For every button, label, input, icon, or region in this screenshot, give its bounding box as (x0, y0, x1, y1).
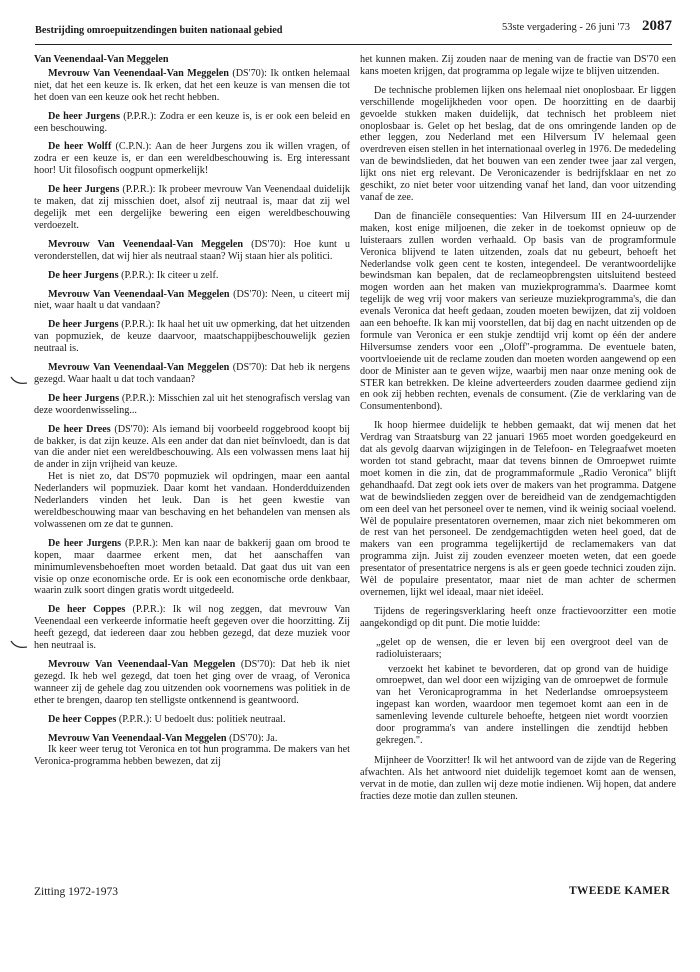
left-column (34, 54, 350, 775)
page-number: 2087 (642, 18, 672, 34)
speaker-name: Mevrouw Van Veenendaal-Van Meggelen (48, 238, 244, 250)
speaker-name: De heer Wolff (48, 141, 112, 153)
speech-text: Ik wil nog zeggen, dat mevrouw Van Veenendaal een verkeerde informatie heeft gegeven over die hoorzitting. Zij heeft gezegd, dat iedereen daar zou hebben gezegd, dat deze muziek voor hen neutraal is. (34, 604, 351, 652)
speech-text: Men kan naar de bakkerij gaan om brood te kopen, maar daarmee erkent men, dat het aanschaffen van minimumlevensbehoeften moet worden betaald. Dat gaat dus uit van een visie op onze economische orde. Er is ook een economische orde denkbaar, waarin zulk soort dingen gratis wordt uitgedeeld. (34, 537, 351, 597)
margin-mark-icon (10, 640, 28, 650)
speaker-name: Mevrouw Van Veenendaal-Van Meggelen (48, 658, 236, 670)
speaker-name: Mevrouw Van Veenendaal-Van Meggelen (48, 288, 230, 300)
header-rule (35, 44, 672, 45)
paragraph: Het is niet zo, dat DS'70 popmuziek wil opdringen, maar een aantal Nederlanders wil popmuziek. Daar komt het vandaan. Honderdduizenden Nederlanders vinden het leuk. Dan is het geen kwestie van wereldbeschouwing maar van beschaving en het behandelen van mensen als volwassenen om ze dat te gunnen. (34, 471, 350, 530)
speech-text: Ik citeer u zelf. (156, 269, 219, 281)
speaker-party: (P.P.R.): (125, 537, 159, 549)
paragraph: Dan de financiële consequenties: Van Hilversum III en 24-uurzender maken, kost enige miljoenen, die zeker in de toekomst opnieuw op de luisteraars zullen worden verhaald. Op basis van de programformule Veronica blijvend te laten uitzenden, zoals dat nu gebeurt, behoeft het Nederlandse volk geen cent te kosten, integendeel. De verantwoordelijke bewindsman kan bepalen, dat de reclameopbrengsten uitsluitend besteed mogen worden aan het maken van muziekprogramma's. Daarmee komt tegelijk de weg vrij voor makers van serieuze muziekprogramma's, die dan evenals Veronica dat heeft gedaan, zouden moeten bewijzen, dat zij voldoen aan een behoefte. Ik kan mij voorstellen, dat bij dag en nacht uitzenden op de formule van Veronica er een stukje zendtijd vrij komt op één der andere Hilversumse zenders voor een „Oloff"-programma. De eventuele baten, voortvloeiende uit de reclame zouden dan moeten worden aangewend op een door de Minister aan te geven wijze, waarbij men naar onze mening ook de STER kan betrekken. De kleine adverteerders zouden daarmee gediend zijn en ook zij hebben rechten, evenals de consument. (Zie de verklaring van de Consumentenbond). (360, 210, 676, 413)
speaker-party: (P.P.R.): (121, 319, 155, 331)
speaker-name: De heer Coppes (48, 713, 117, 725)
speech-text: Ja. (266, 732, 278, 744)
speaker-party: (P.P.R.): (132, 604, 166, 616)
speech-paragraph (34, 68, 350, 104)
speech-paragraph (34, 289, 350, 313)
motion-quote (376, 637, 668, 747)
speaker-name: Mevrouw Van Veenendaal-Van Meggelen (48, 732, 227, 744)
speaker-name: Mevrouw Van Veenendaal-Van Meggelen (48, 67, 229, 79)
speaker-name: De heer Jurgens (48, 184, 120, 196)
speech-text: Zodra er een keuze is, is er ook een beleid en een beschouwing. (34, 110, 351, 134)
speech-text: Aan de heer Jurgens zou ik willen vragen, of zodra er een keuze is, er dan een wereldbeschouwing is. Erg interessant hoor! Uit filosofisch oogpunt opmerkelijk! (34, 141, 351, 177)
speaker-party: (DS'70): (232, 67, 267, 79)
speaker-name: De heer Coppes (48, 604, 126, 616)
speaker-name: De heer Drees (48, 423, 111, 435)
session-date: 53ste vergadering - 26 juni '73 (502, 22, 630, 33)
speech-paragraph (34, 604, 350, 652)
footer-chamber: TWEEDE KAMER (568, 885, 670, 897)
speech-text: U bedoelt dus: politiek neutraal. (154, 713, 286, 725)
paragraph: Tijdens de regeringsverklaring heeft onze fractievoorzitter een motie aangekondigd op dit punt. Die motie luidde: (360, 605, 676, 629)
right-column (360, 54, 676, 809)
speech-paragraph (34, 319, 350, 355)
speaker-name: De heer Jurgens (48, 319, 119, 331)
speaker-party: (DS'70): (233, 288, 268, 300)
speech-paragraph (34, 659, 350, 707)
speaker-party: (DS'70): (251, 238, 286, 250)
speech-paragraph (34, 239, 350, 263)
speech-paragraph (34, 141, 350, 177)
speech-text: Neen, u citeert mij niet, waar haalt u dat vandaan? (34, 288, 351, 312)
paragraph: Mijnheer de Voorzitter! Ik wil het antwoord van de zijde van de Regering afwachten. Als het antwoord niet duidelijk tegemoet komt aan de wensen, vervat in de motie, dan zullen wij deze motie indienen. Wij hopen, dat andere fracties deze motie dan zullen steunen. (360, 754, 676, 802)
speech-text: Ik haal het uit uw opmerking, dat het uitzenden van popmuziek, de keuze daarvoor, maatschappijbeschouwelijk gezien neutraal is. (34, 319, 350, 355)
speech-text: Ik probeer mevrouw Van Veenendaal duidelijk te maken, dat zij misschien doet, alsof zij neutraal is, maar dat zij wel degelijk met een dergelijke bewering een eigen wereldbeschouwing verdoezelt. (34, 184, 350, 231)
speech-text: Dat heb ik niet gezegd. Ik heb wel gezegd, dat toen het ging over de vraag, of Veronica wanneer zij de gehele dag zou uitzenden ook voornemens was politiek in de ether te brengen, daarop ten stelligste ontkennend is geantwoord. (34, 658, 351, 706)
speech-paragraph (34, 111, 350, 135)
speaker-party: (DS'70): (240, 658, 276, 670)
motion-line: verzoekt het kabinet te bevorderen, dat op grond van de huidige omroepwet, dan wel door een wijziging van de omroepwet de formule van het Veronicaprogramma in het Nederlandse omroepsysteem ingepast kan worden, waardoor men tegemoet komt aan een in de samenleving levende culturele behoefte, hetgeen niet wordt voorzien door programma's van andere instellingen die zendtijd hebben gekregen.". (376, 663, 668, 746)
speaker-name: De heer Jurgens (48, 537, 122, 549)
paragraph: Ik keer weer terug tot Veronica en tot hun programma. De makers van het Veronica-programma hebben bewezen, dat zij (34, 744, 350, 768)
speaker-name: Mevrouw Van Veenendaal-Van Meggelen (48, 362, 230, 374)
motion-line: „gelet op de wensen, die er leven bij een overgroot deel van de radioluisteraars; (376, 636, 668, 660)
speech-text: Ik ontken helemaal niet, dat het een keuze is. Ik erken, dat het een keuze is van mensen die tot het doen van een keuze ook het recht hebben. (34, 67, 350, 103)
speech-paragraph (34, 393, 350, 417)
margin-mark-icon (10, 376, 28, 386)
speaker-party: (P.P.R.): (122, 184, 156, 196)
speech-paragraph (34, 714, 350, 726)
speech-paragraph (34, 270, 350, 282)
speech-paragraph (34, 184, 350, 232)
speaker-name: De heer Jurgens (48, 269, 119, 281)
speaker-party: (DS'70): (114, 423, 150, 435)
continued-paragraph: het kunnen maken. Zij zouden naar de mening van de fractie van DS'70 een kans moeten krijgen, dat programma op legale wijze te blijven uitzenden. (360, 54, 676, 77)
running-title: Bestrijding omroepuitzendingen buiten nationaal gebied (35, 25, 283, 36)
footer-session: Zitting 1972-1973 (34, 886, 119, 898)
speech-text: Misschien zal uit het stenografisch verslag van deze woordenwisseling... (34, 392, 351, 416)
speaker-name: De heer Jurgens (48, 392, 120, 404)
speech-paragraph (34, 538, 350, 598)
speaker-name: De heer Jurgens (48, 110, 120, 122)
speaker-party: (P.P.R.): (118, 713, 152, 725)
speech-paragraph (34, 733, 350, 745)
paragraph: De technische problemen lijken ons helemaal niet onoplosbaar. Er liggen verschillende mogelijkheden voor open. De hoorzitting en de daarbij gevoelde stukken maken duidelijk, dat technisch het probleem niet onoplosbaar is. Gelet op het beslag, dat de ons omringende landen op de ether leggen, zou Nederland met een Hilversum IV helemaal geen overdreven eisen stellen in het internationaal overleg in 1976. De mededeling van de bewindslieden, dat het bouwen van een zender twee jaar zal vergen, lijkt ons niet erg relevant. De Veronicazender is bedrijfsklaar en net zo geschikt, zo niet beter voor uitzending vanaf het land, dan voor uitzending vanaf de zee. (360, 84, 676, 203)
speaker-party: (C.P.N.): (115, 141, 152, 153)
paragraph: Ik hoop hiermee duidelijk te hebben gemaakt, dat wij menen dat het Verdrag van Straatsburg van 22 januari 1965 moet worden goedgekeurd en dat als gevolg daarvan wijzigingen in de Telefoon- en Telegraafwet moeten worden tot stand gebracht, maar dat tevens binnen de Omroepwet ruimte moet komen in die zin, dat de programmaformule „Radio Veronica" blijft gehandhaafd. Dat zegt ook iets over de makers van het programma. Datgene wat de bewindslieden zeggen over de bereidheid van de zendgemachtigden om een deel van het personeel over te nemen, vind ik weinig sociaal voelend. Wèl de populaire presentatoren overnemen, maar zich niet bekommeren om de rest van het personeel. De zendgemachtigden weten heel goed, dat de makers van een programma tegelijkertijd de reclamemakers van dat programma zijn. Juist zij zouden evenzeer moeten weten, dat een goede presentator of presentatrice nergens is als er geen goede technici zouden zijn. Wèl de populaire presentator, maar niet de man achter de schermen overnemen, lijkt wel ideaal, maar niet ideëel. (360, 420, 676, 598)
speaker-heading: Van Veenendaal-Van Meggelen (34, 54, 169, 65)
speaker-party: (DS'70): (229, 732, 264, 744)
speaker-party: (P.P.R.): (121, 392, 155, 404)
speech-text: Hoe kunt u veronderstellen, dat wij hier als neutraal staan? Wij staan hier als politici. (34, 238, 351, 262)
header-right (502, 18, 672, 35)
speech-text: Dat heb ik nergens gezegd. Waar haalt u dat toch vandaan? (34, 362, 351, 385)
speaker-party: (P.P.R.): (121, 269, 155, 281)
speaker-party: (DS'70): (232, 362, 268, 374)
speech-text: Als iemand bij voorbeeld roggebrood koopt bij de bakker, is dat zijn keuze. Als een ander dat dan niet beïnvloedt, dan is dat van die ander niet een wereldbeschouwing. Als een volwassen mens laat hij de ander in zijn vrijheid van keuze. (34, 423, 350, 471)
speech-paragraph (34, 424, 350, 472)
speaker-party: (P.P.R.): (123, 110, 157, 122)
speech-paragraph (34, 362, 350, 386)
